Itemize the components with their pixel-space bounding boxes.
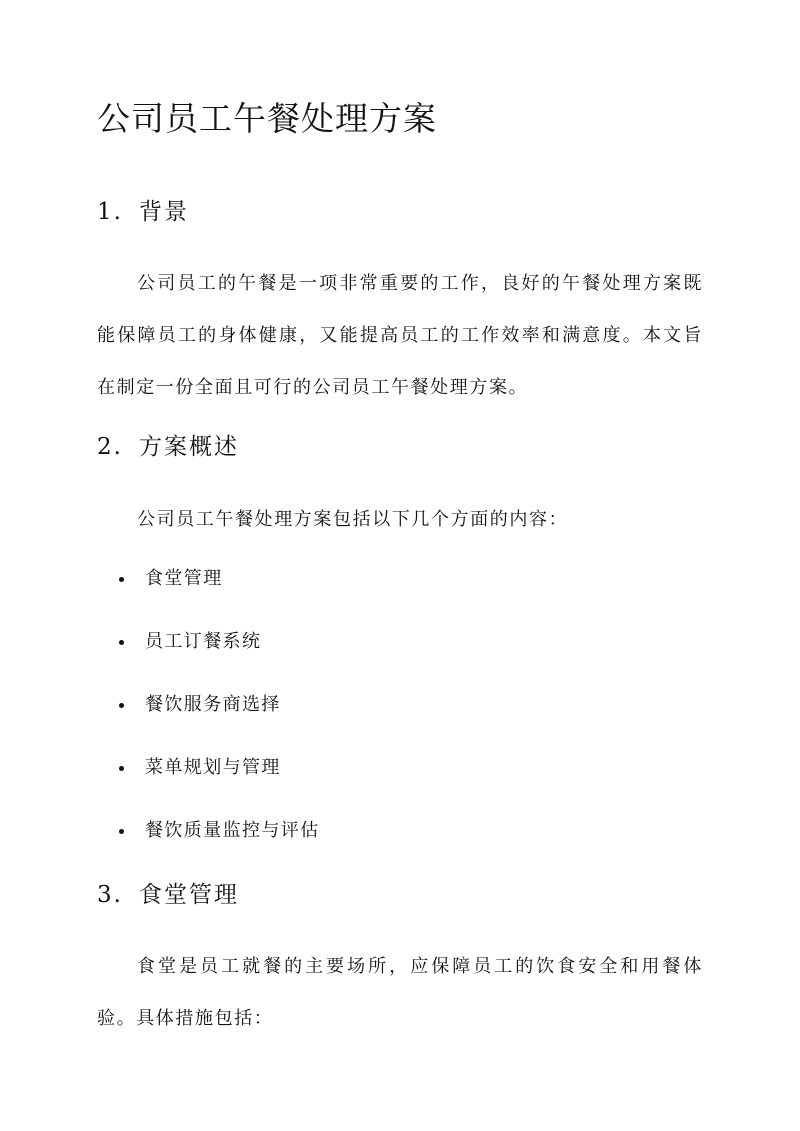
list-item-text: 餐饮质量监控与评估: [145, 820, 320, 841]
list-item: [117, 749, 320, 812]
section-number: 3.: [97, 882, 123, 908]
list-item-text: 食堂管理: [145, 568, 223, 589]
canteen-paragraph: 食堂是员工就餐的主要场所，应保障员工的饮食安全和用餐体验。具体措施包括：: [97, 956, 703, 1029]
section-heading-background: [97, 195, 189, 229]
section-title: 食堂管理: [139, 882, 239, 908]
bullet-dot-icon: [119, 703, 124, 708]
list-item-text: 员工订餐系统: [145, 631, 262, 652]
bullet-dot-icon: [119, 766, 124, 771]
document-title: 公司员工午餐处理方案: [97, 99, 437, 138]
section-number: 1.: [97, 199, 123, 225]
list-item: [117, 560, 320, 623]
list-item-text: 菜单规划与管理: [145, 757, 281, 778]
bullet-dot-icon: [119, 577, 124, 582]
section-number: 2.: [97, 434, 123, 460]
background-paragraph: 公司员工的午餐是一项非常重要的工作，良好的午餐处理方案既能保障员工的身体健康，又能提高员工的工作效率和满意度。本文旨在制定一份全面且可行的公司员工午餐处理方案。: [97, 273, 703, 398]
bullet-dot-icon: [119, 829, 124, 834]
overview-bullet-list: [117, 560, 320, 875]
section-heading-overview: [97, 430, 239, 464]
list-item: [117, 686, 320, 749]
list-item-text: 餐饮服务商选择: [145, 694, 281, 715]
section-title: 方案概述: [139, 434, 239, 460]
list-item: [117, 812, 320, 875]
bullet-dot-icon: [119, 640, 124, 645]
section-heading-canteen: [97, 878, 239, 912]
list-item: [117, 623, 320, 686]
overview-paragraph: 公司员工午餐处理方案包括以下几个方面的内容：: [137, 509, 569, 530]
section-title: 背景: [139, 199, 189, 225]
